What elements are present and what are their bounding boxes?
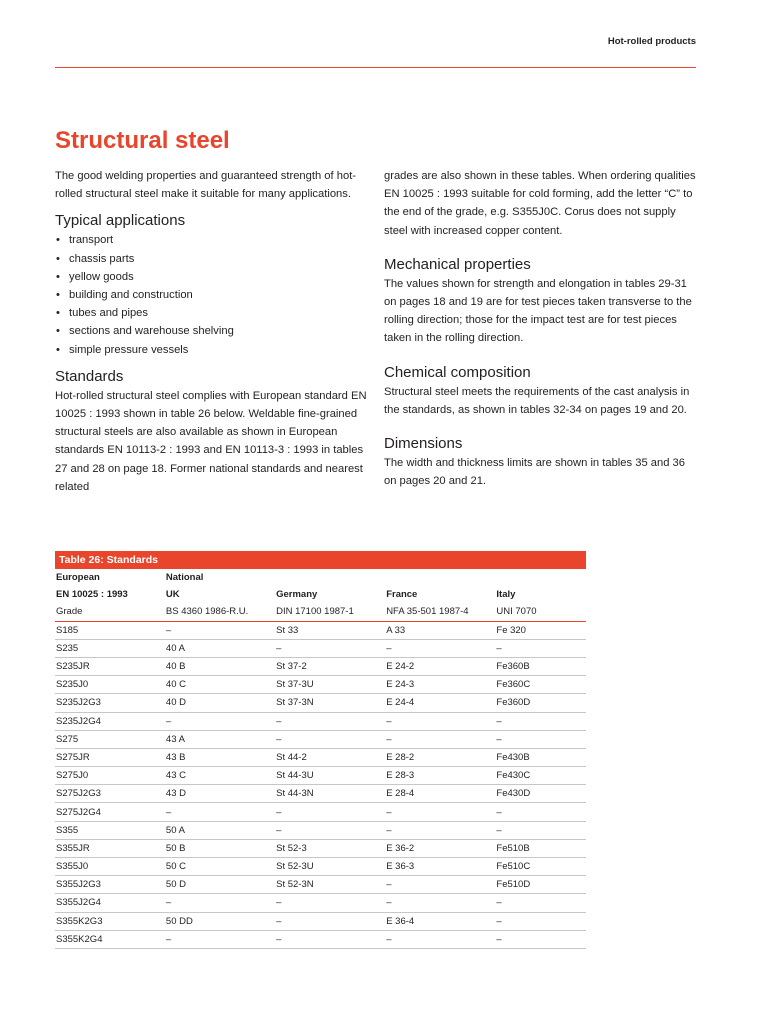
- column-header: Italy: [496, 589, 516, 601]
- table-row: [55, 694, 586, 712]
- table-cell: –: [385, 639, 495, 657]
- table-cell: S275J0: [55, 767, 165, 785]
- group-european: European: [56, 572, 100, 584]
- table-cell: St 52-3: [275, 839, 385, 857]
- left-column: [55, 167, 367, 496]
- table-cell: –: [165, 930, 275, 948]
- dimensions-paragraph: The width and thickness limits are shown in tables 35 and 36 on pages 20 and 21.: [384, 457, 685, 488]
- table-cell: –: [495, 821, 586, 839]
- table-cell: –: [385, 803, 495, 821]
- column-header: UK: [165, 589, 180, 601]
- group-national: National: [165, 572, 204, 584]
- table-cell: St 37-3U: [275, 676, 385, 694]
- table-row: [55, 657, 586, 675]
- standards-table: [55, 551, 586, 949]
- table-row: [55, 912, 586, 930]
- table-cell: E 36-4: [385, 912, 495, 930]
- table-cell: S355: [55, 821, 165, 839]
- table-group-header: [55, 569, 586, 586]
- table-cell: 40 C: [165, 676, 275, 694]
- table-cell: S275J2G3: [55, 785, 165, 803]
- mechanical-properties-heading: Mechanical properties: [384, 255, 531, 273]
- table-cell: Fe510D: [495, 876, 586, 894]
- standard-cell: NFA 35-501 1987-4: [385, 603, 495, 621]
- table-cell: –: [495, 730, 586, 748]
- table-cell: S235J2G3: [55, 694, 165, 712]
- column-header: Germany: [276, 589, 318, 601]
- table-cell: E 24-2: [385, 657, 495, 675]
- table-cell: S355J2G3: [55, 876, 165, 894]
- header-divider: [55, 67, 696, 68]
- mechanical-properties-paragraph: The values shown for strength and elongation in tables 29-31 on pages 18 and 19 are for test pieces taken transverse to the rolling direction; those for the impact test are for test pieces taken in the rolling direction.: [384, 277, 692, 345]
- table-cell: E 36-2: [385, 839, 495, 857]
- table-cell: 40 A: [165, 639, 275, 657]
- table-row: [55, 712, 586, 730]
- table-row: [55, 639, 586, 657]
- intro-paragraph: The good welding properties and guaranteed strength of hot-rolled structural steel make it suitable for many applications.: [55, 170, 357, 201]
- table-row: [55, 767, 586, 785]
- table-cell: S275JR: [55, 748, 165, 766]
- table-cell: S355J2G4: [55, 894, 165, 912]
- table-cell: –: [275, 639, 385, 657]
- table-row: [55, 730, 586, 748]
- table-cell: E 28-3: [385, 767, 495, 785]
- table-cell: Fe510B: [495, 839, 586, 857]
- table-row: [55, 748, 586, 766]
- table-cell: S235: [55, 639, 165, 657]
- typical-applications-heading: Typical applications: [55, 212, 186, 230]
- list-item: • tubes and pipes: [55, 304, 367, 322]
- table-cell: Fe430C: [495, 767, 586, 785]
- table-cell: 40 B: [165, 657, 275, 675]
- table-cell: 50 A: [165, 821, 275, 839]
- table-cell: –: [495, 912, 586, 930]
- table-cell: –: [495, 803, 586, 821]
- table-cell: 43 A: [165, 730, 275, 748]
- standard-cell: BS 4360 1986-R.U.: [165, 603, 275, 621]
- table-cell: 50 D: [165, 876, 275, 894]
- table-cell: –: [495, 930, 586, 948]
- running-header: Hot-rolled products: [607, 36, 696, 47]
- table-cell: St 44-2: [275, 748, 385, 766]
- table-cell: –: [385, 730, 495, 748]
- column-header: EN 10025 : 1993: [56, 589, 128, 601]
- table-cell: St 52-3N: [275, 876, 385, 894]
- chemical-composition-heading: Chemical composition: [384, 363, 531, 381]
- right-column: [384, 167, 700, 490]
- table-cell: E 24-4: [385, 694, 495, 712]
- table-row: [55, 858, 586, 876]
- standard-cell: Grade: [55, 603, 165, 621]
- table-cell: 50 C: [165, 858, 275, 876]
- table-row: [55, 930, 586, 948]
- table-cell: –: [385, 894, 495, 912]
- table-cell: E 24-3: [385, 676, 495, 694]
- table-cell: S185: [55, 621, 165, 639]
- list-item: • building and construction: [55, 286, 367, 304]
- table-cell: S235J0: [55, 676, 165, 694]
- table-title-row: [55, 551, 586, 569]
- table-row: [55, 676, 586, 694]
- table-cell: –: [385, 712, 495, 730]
- list-item: • simple pressure vessels: [55, 341, 367, 359]
- table-standards-row: [55, 603, 586, 621]
- table-cell: 50 DD: [165, 912, 275, 930]
- standard-cell: DIN 17100 1987-1: [275, 603, 385, 621]
- table-cell: Fe360C: [495, 676, 586, 694]
- table-cell: S235J2G4: [55, 712, 165, 730]
- standards-paragraph: Hot-rolled structural steel complies with European standard EN 10025 : 1993 shown in table 26 below. Weldable fine-grained structural steels are also available as shown in European standards EN 10113-2 : 1993 and EN 10113-3 : 1993 in tables 27 and 28 on page 18. Former national standards and nearest related: [55, 389, 367, 493]
- table-cell: S235JR: [55, 657, 165, 675]
- table-cell: –: [385, 930, 495, 948]
- table-cell: 43 D: [165, 785, 275, 803]
- table-cell: A 33: [385, 621, 495, 639]
- table-cell: –: [165, 712, 275, 730]
- dimensions-heading: Dimensions: [384, 435, 463, 453]
- standards-paragraph-continued: grades are also shown in these tables. When ordering qualities EN 10025 : 1993 suitable for cold forming, add the letter “C” to the end of the grade, e.g. S355J0C. Corus does not supply steel with increased copper content.: [384, 170, 696, 237]
- table-row: [55, 803, 586, 821]
- list-item: • chassis parts: [55, 250, 367, 268]
- page-title: Structural steel: [55, 127, 230, 154]
- table-cell: S355J0: [55, 858, 165, 876]
- table-cell: E 28-2: [385, 748, 495, 766]
- table-cell: St 44-3N: [275, 785, 385, 803]
- table-cell: Fe360D: [495, 694, 586, 712]
- table-cell: St 37-2: [275, 657, 385, 675]
- table-row: [55, 785, 586, 803]
- table-cell: –: [165, 894, 275, 912]
- table-cell: –: [275, 730, 385, 748]
- table-cell: 43 C: [165, 767, 275, 785]
- table-row: [55, 876, 586, 894]
- table-cell: 43 B: [165, 748, 275, 766]
- table-cell: 40 D: [165, 694, 275, 712]
- table-cell: Fe430B: [495, 748, 586, 766]
- table-cell: –: [495, 639, 586, 657]
- list-item: • sections and warehouse shelving: [55, 322, 367, 340]
- table-cell: Fe360B: [495, 657, 586, 675]
- table-cell: Fe510C: [495, 858, 586, 876]
- table-cell: St 52-3U: [275, 858, 385, 876]
- table-cell: –: [275, 712, 385, 730]
- table-row: [55, 839, 586, 857]
- table-cell: S275J2G4: [55, 803, 165, 821]
- table-cell: –: [165, 621, 275, 639]
- table-cell: –: [385, 876, 495, 894]
- standards-heading: Standards: [55, 367, 124, 385]
- table-cell: Fe 320: [495, 621, 586, 639]
- table-cell: St 44-3U: [275, 767, 385, 785]
- table-cell: 50 B: [165, 839, 275, 857]
- table-cell: Fe430D: [495, 785, 586, 803]
- table-title: Table 26: Standards: [55, 551, 586, 569]
- table-cell: E 36-3: [385, 858, 495, 876]
- table-cell: –: [275, 821, 385, 839]
- table-row: [55, 894, 586, 912]
- table-cell: S275: [55, 730, 165, 748]
- table-cell: St 37-3N: [275, 694, 385, 712]
- table-row: [55, 821, 586, 839]
- table-cell: S355K2G4: [55, 930, 165, 948]
- table-cell: –: [495, 894, 586, 912]
- table-row: [55, 621, 586, 639]
- table-country-header: [55, 586, 586, 603]
- table-cell: E 28-4: [385, 785, 495, 803]
- list-item: • transport: [55, 231, 367, 249]
- applications-list: [55, 231, 367, 358]
- table-cell: –: [385, 821, 495, 839]
- table-cell: –: [275, 894, 385, 912]
- standard-cell: UNI 7070: [495, 603, 586, 621]
- chemical-composition-paragraph: Structural steel meets the requirements of the cast analysis in the standards, as shown in tables 32-34 on pages 19 and 20.: [384, 385, 690, 416]
- table-cell: –: [275, 912, 385, 930]
- table-cell: –: [165, 803, 275, 821]
- column-header: France: [386, 589, 418, 601]
- table-cell: S355JR: [55, 839, 165, 857]
- table-cell: –: [495, 712, 586, 730]
- table-cell: St 33: [275, 621, 385, 639]
- list-item: • yellow goods: [55, 268, 367, 286]
- table-cell: –: [275, 930, 385, 948]
- table-cell: –: [275, 803, 385, 821]
- table-cell: S355K2G3: [55, 912, 165, 930]
